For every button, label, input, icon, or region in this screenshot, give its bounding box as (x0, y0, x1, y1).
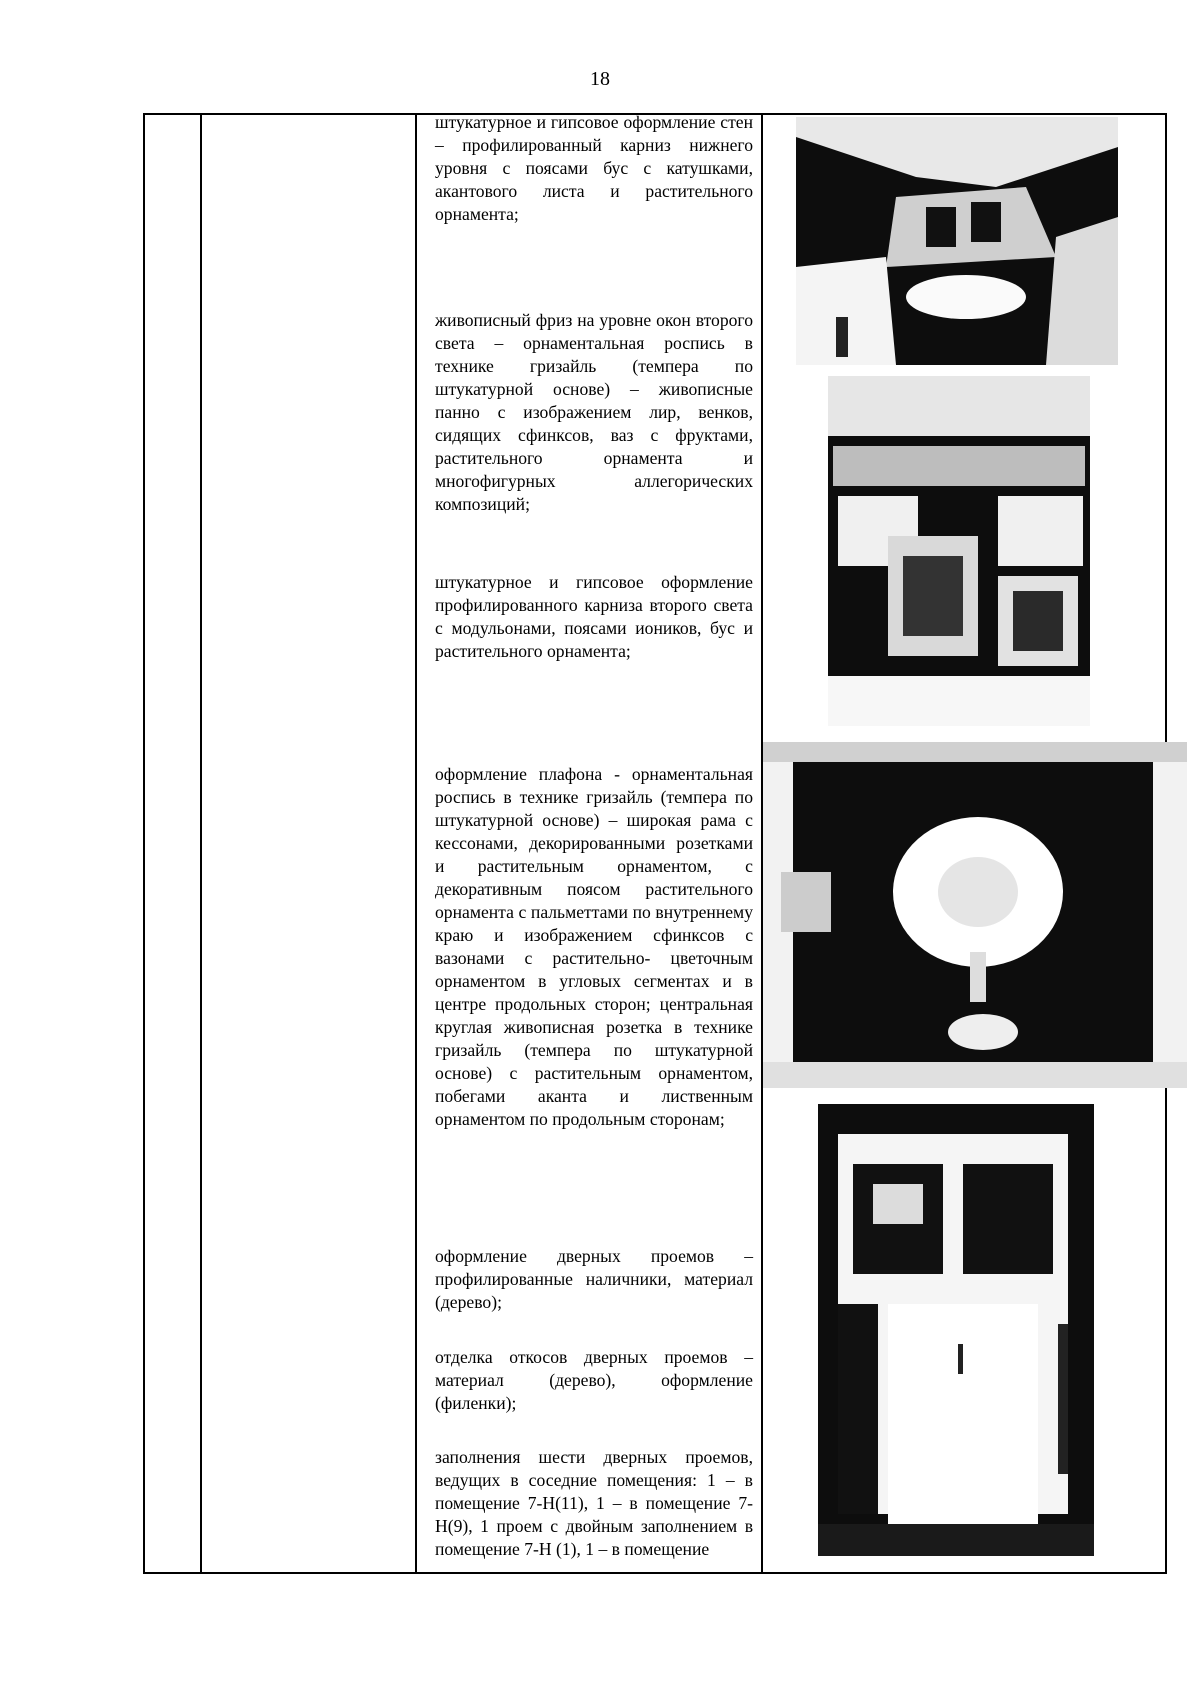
wall-plaster-paragraph: штукатурное и гипсовое оформление стен – профилированный карниз нижнего уровня с поясами бус с катушками, акантового листа и растительного орнамента; (435, 112, 753, 224)
cornice-paragraph: штукатурное и гипсовое оформление профилированного карниза второго света с модульонами, поясами иоников, бус и растительного орнамента; (435, 572, 753, 661)
photo-hall-interior (796, 117, 1118, 365)
page-number: 18 (590, 68, 610, 90)
door-reveals-paragraph: отделка откосов дверных проемов – материал (дерево), оформление (филенки); (435, 1347, 753, 1413)
photo-ceiling-plafond (763, 742, 1187, 1088)
photo-painted-frieze (828, 376, 1090, 726)
ceiling-paragraph: оформление плафона - орнаментальная роспись в технике гризайль (темпера по штукатурной основе) – широкая рама с кессонами, декорированными розетками и растительным орнаментом, с декоративным поясом растительного орнамента с пальметтами по внутреннему краю и изображением сфинксов с вазонами с растительно- цветочным орнаментом в угловых сегментах и в центре продольных сторон; центральная круглая живописная розетка в технике гризайль (темпера по штукатурной основе) с растительным орнаментом, побегами аканта и лиственным орнаментом по продольным сторонам; (435, 764, 753, 1129)
column-divider (415, 115, 417, 1572)
frieze-paragraph: живописный фриз на уровне окон второго света – орнаментальная роспись в технике гризайль (темпера по штукатурной основе) – живописные панно с изображением лир, венков, сидящих сфинксов, ваз с фруктами, растительного орнамента и многофигурных аллегорических композиций; (435, 310, 753, 514)
photo-door-openings (818, 1104, 1094, 1556)
column-divider (200, 115, 202, 1572)
door-fillings-paragraph: заполнения шести дверных проемов, ведущих в соседние помещения: 1 – в помещение 7-Н(11), 1 – в помещение 7-Н(9), 1 проем с двойным заполнением в помещение 7-Н (1), 1 – в помещение (435, 1447, 753, 1559)
door-frames-paragraph: оформление дверных проемов – профилированные наличники, материал (дерево); (435, 1246, 753, 1312)
description-column (435, 112, 765, 1572)
